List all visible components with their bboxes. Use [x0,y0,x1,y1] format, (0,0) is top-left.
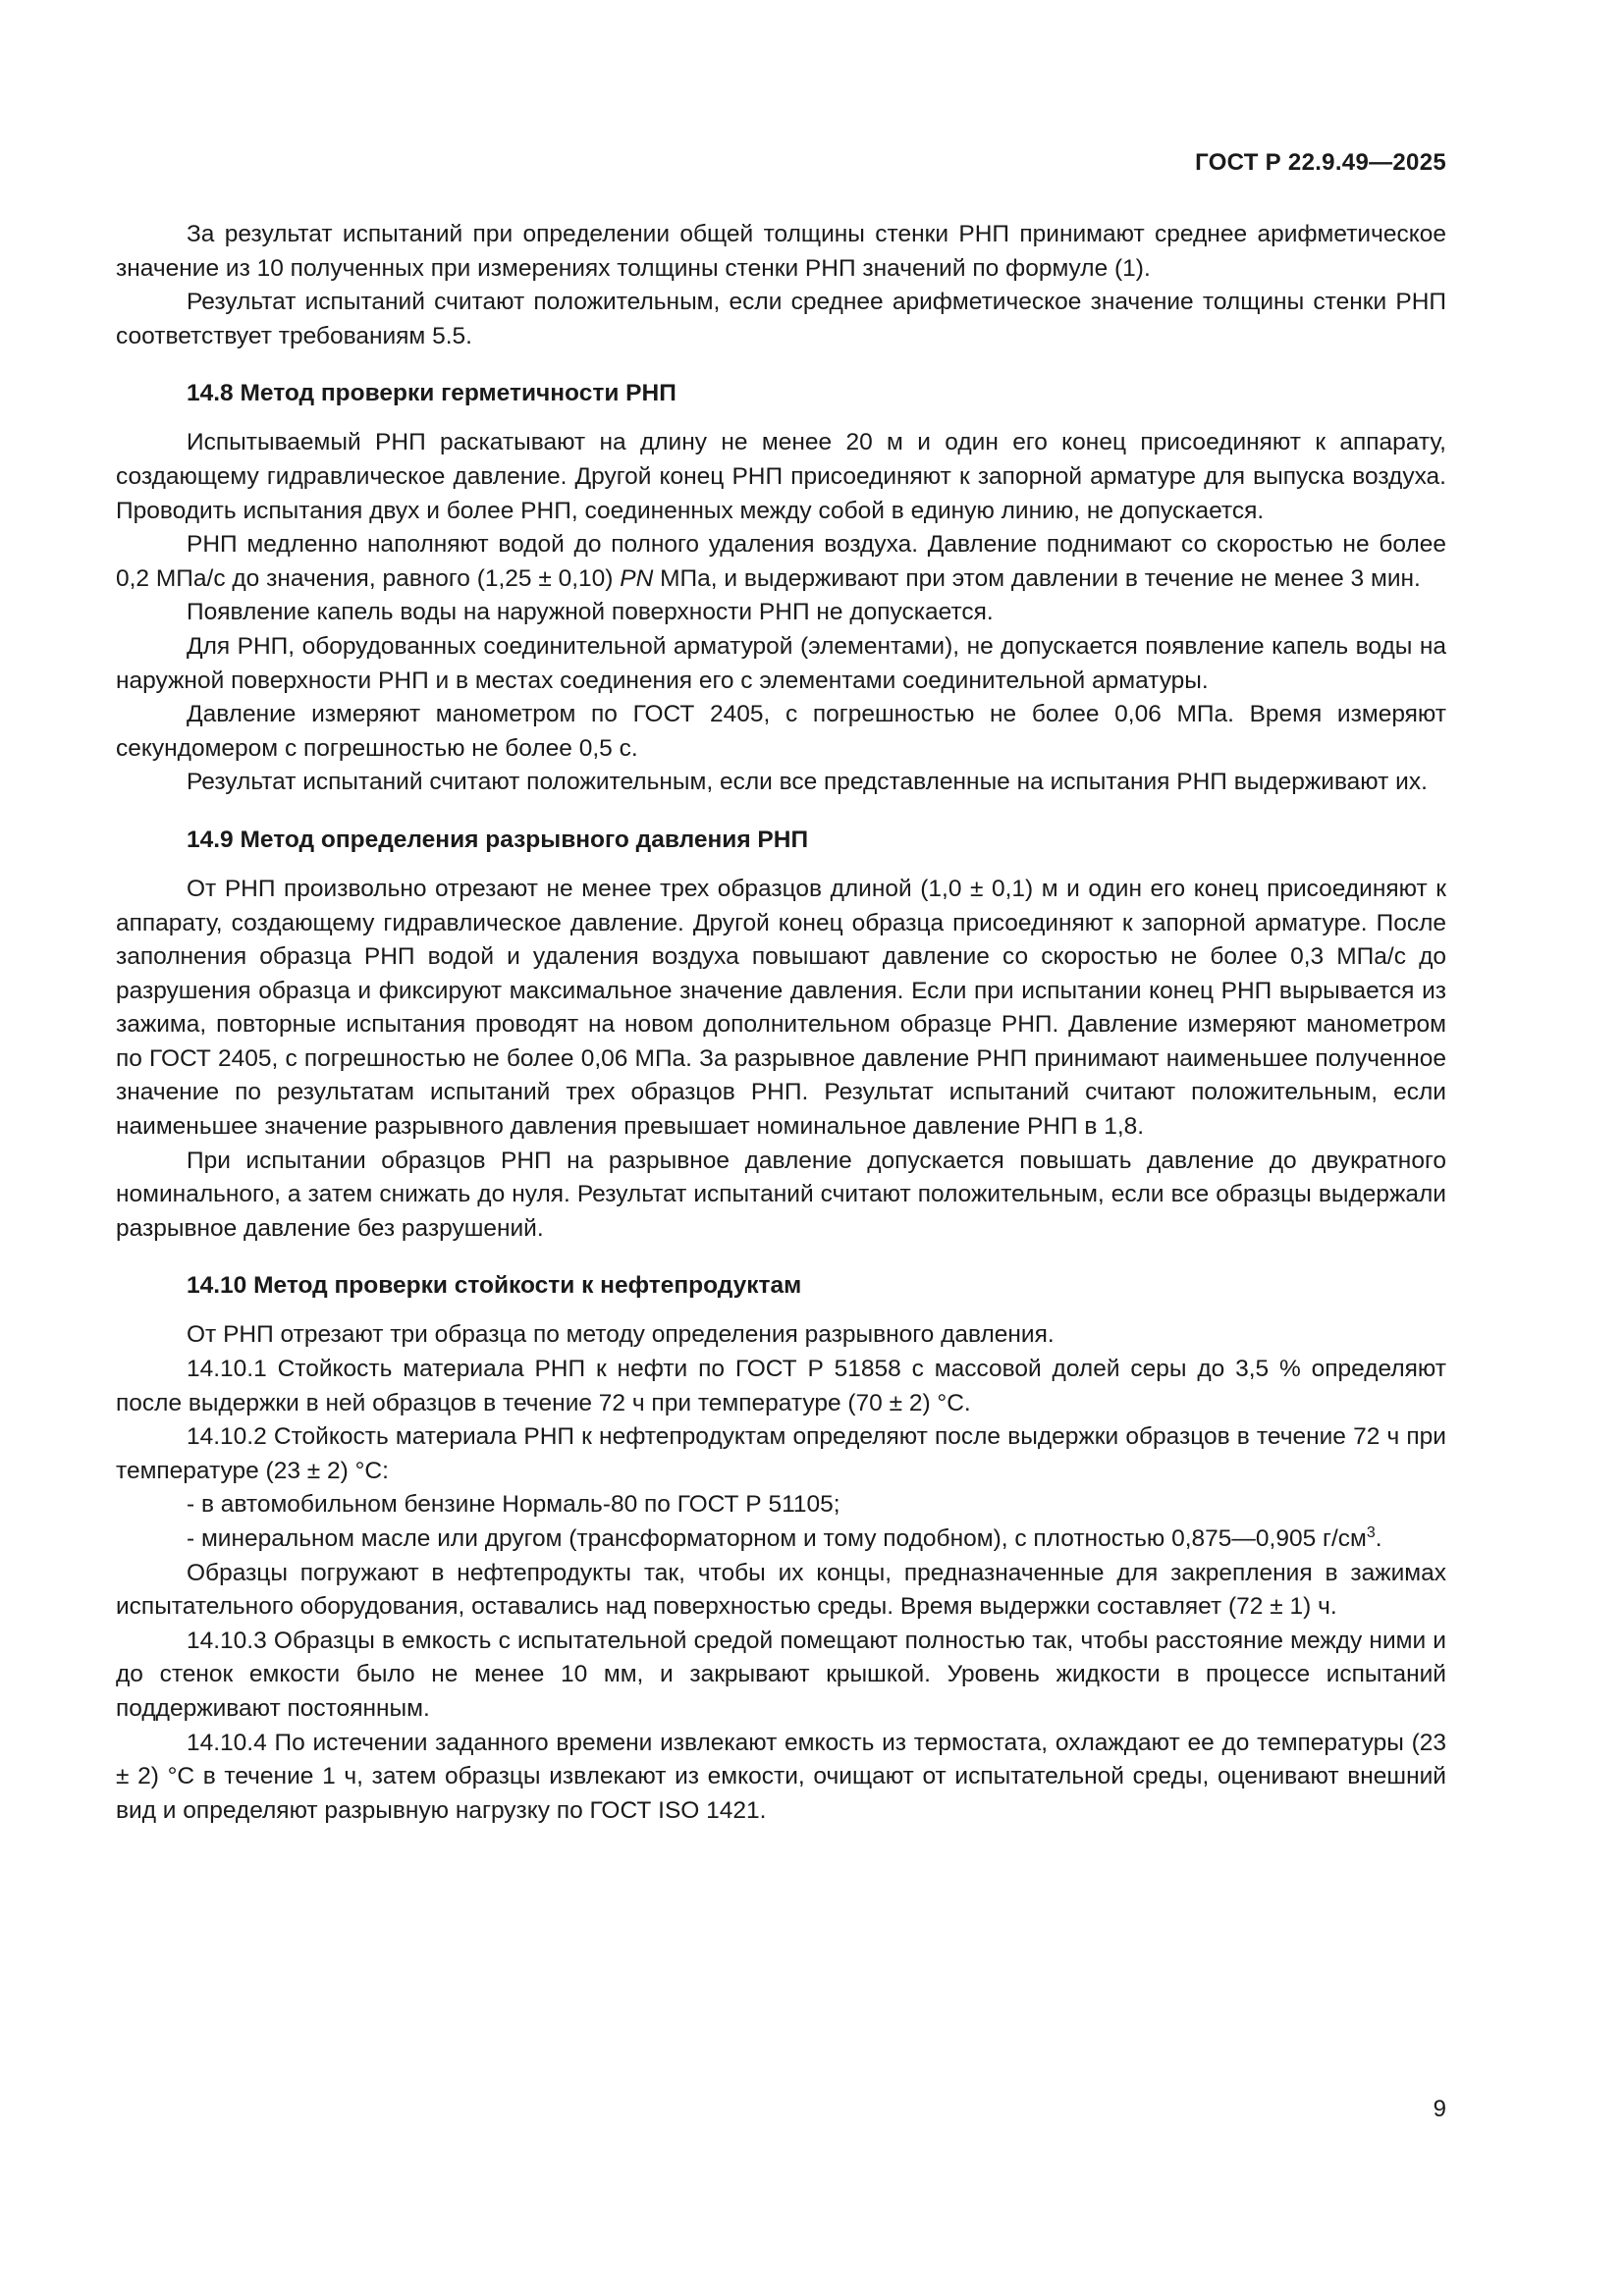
paragraph: Результат испытаний считают положительным, если среднее арифметическое значение толщины стенки РНП соответствует требованиям 5.5. [116,289,1446,349]
paragraph: 14.10.3 Образцы в емкость с испытательной средой помещают полностью так, чтобы расстояние между ними и до стенок емкости было не менее 10 мм, и закрывают крышкой. Уровень жидкости в процессе испытаний поддерживают постоянным. [116,1627,1446,1722]
text-run: . [1375,1525,1382,1552]
paragraph: Образцы погружают в нефтепродукты так, чтобы их концы, предназначенные для закрепления в зажимах испытательного оборудования, оставались над поверхностью среды. Время выдержки составляет (72 ± 1) ч. [116,1559,1446,1621]
document-body [116,218,1446,1828]
superscript: 3 [1366,1523,1376,1541]
list-item [116,1522,1446,1557]
section-heading-14-9: 14.9 Метод определения разрывного давления РНП [187,826,809,853]
paragraph [116,528,1446,596]
text-run: - минеральном масле или другом (трансформаторном и тому подобном), с плотностью 0,875—0,905 г/см [187,1525,1367,1552]
paragraph: 14.10.1 Стойкость материала РНП к нефти по ГОСТ Р 51858 с массовой долей серы до 3,5 % определяют после выдержки в ней образцов в течение 72 ч при температуре (70 ± 2) °С. [116,1356,1446,1416]
paragraph: Появление капель воды на наружной поверхности РНП не допускается. [187,599,994,626]
paragraph: Давление измеряют манометром по ГОСТ 2405, с погрешностью не более 0,06 МПа. Время измеряют секундомером с погрешностью не более 0,5 с. [116,701,1446,762]
paragraph: 14.10.2 Стойкость материала РНП к нефтепродуктам определяют после выдержки образцов в течение 72 ч при температуре (23 ± 2) °С: [116,1423,1446,1484]
standard-header: ГОСТ Р 22.9.49—2025 [1195,149,1446,176]
paragraph: Результат испытаний считают положительным, если все представленные на испытания РНП выдерживают их. [187,769,1428,796]
section-heading-14-10: 14.10 Метод проверки стойкости к нефтепродуктам [187,1272,802,1300]
paragraph: От РНП отрезают три образца по методу определения разрывного давления. [187,1321,1055,1349]
pn-symbol: PN [620,564,654,592]
paragraph: От РНП произвольно отрезают не менее трех образцов длиной (1,0 ± 0,1) м и один его конец присоединяют к аппарату, создающему гидравлическое давление. Другой конец образца присоединяют к запорной арматуре. После заполнения образца РНП водой и удаления воздуха повышают давление со скоростью не более 0,3 МПа/с до разрушения образца и фиксируют максимальное значение давления. Если при испытании конец РНП вырывается из зажима, повторные испытания проводят на новом дополнительном образце РНП. Давление измеряют манометром по ГОСТ 2405, с погрешностью не более 0,06 МПа. За разрывное давление РНП принимают наименьшее полученное значение по результатам испытаний трех образцов РНП. Результат испытаний считают положительным, если наименьшее значение разрывного давления превышает номинальное давление РНП в 1,8. [116,875,1446,1141]
paragraph: При испытании образцов РНП на разрывное давление допускается повышать давление до двукратного номинального, а затем снижать до нуля. Результат испытаний считают положительным, если все образцы выдержали разрывное давление без разрушений. [116,1147,1446,1242]
paragraph: 14.10.4 По истечении заданного времени извлекают емкость из термостата, охлаждают ее до температуры (23 ± 2) °С в течение 1 ч, затем образцы извлекают из емкости, очищают от испытательной среды, оценивают внешний вид и определяют разрывную нагрузку по ГОСТ ISO 1421. [116,1729,1446,1824]
paragraph: Для РНП, оборудованных соединительной арматурой (элементами), не допускается появление капель воды на наружной поверхности РНП и в местах соединения его с элементами соединительной арматуры. [116,632,1446,694]
page-number: 9 [1433,2096,1446,2122]
text-run: МПа, и выдерживают при этом давлении в течение не менее 3 мин. [653,564,1421,592]
paragraph: За результат испытаний при определении общей толщины стенки РНП принимают среднее арифметическое значение из 10 полученных при измерениях толщины стенки РНП значений по формуле (1). [116,221,1446,282]
document-page [116,0,1446,2296]
text-run: РНП медленно наполняют водой до полного удаления воздуха. Давление поднимают со скоростью не более 0,2 МПа/с до значения, равного (1,25 ± 0,10) [116,531,1446,592]
list-item: - в автомобильном бензине Нормаль-80 по ГОСТ Р 51105; [187,1491,840,1519]
paragraph: Испытываемый РНП раскатывают на длину не менее 20 м и один его конец присоединяют к аппарату, создающему гидравлическое давление. Другой конец РНП присоединяют к запорной арматуре для выпуска воздуха. Проводить испытания двух и более РНП, соединенных между собой в единую линию, не допускается. [116,429,1446,524]
section-heading-14-8: 14.8 Метод проверки герметичности РНП [187,380,677,407]
